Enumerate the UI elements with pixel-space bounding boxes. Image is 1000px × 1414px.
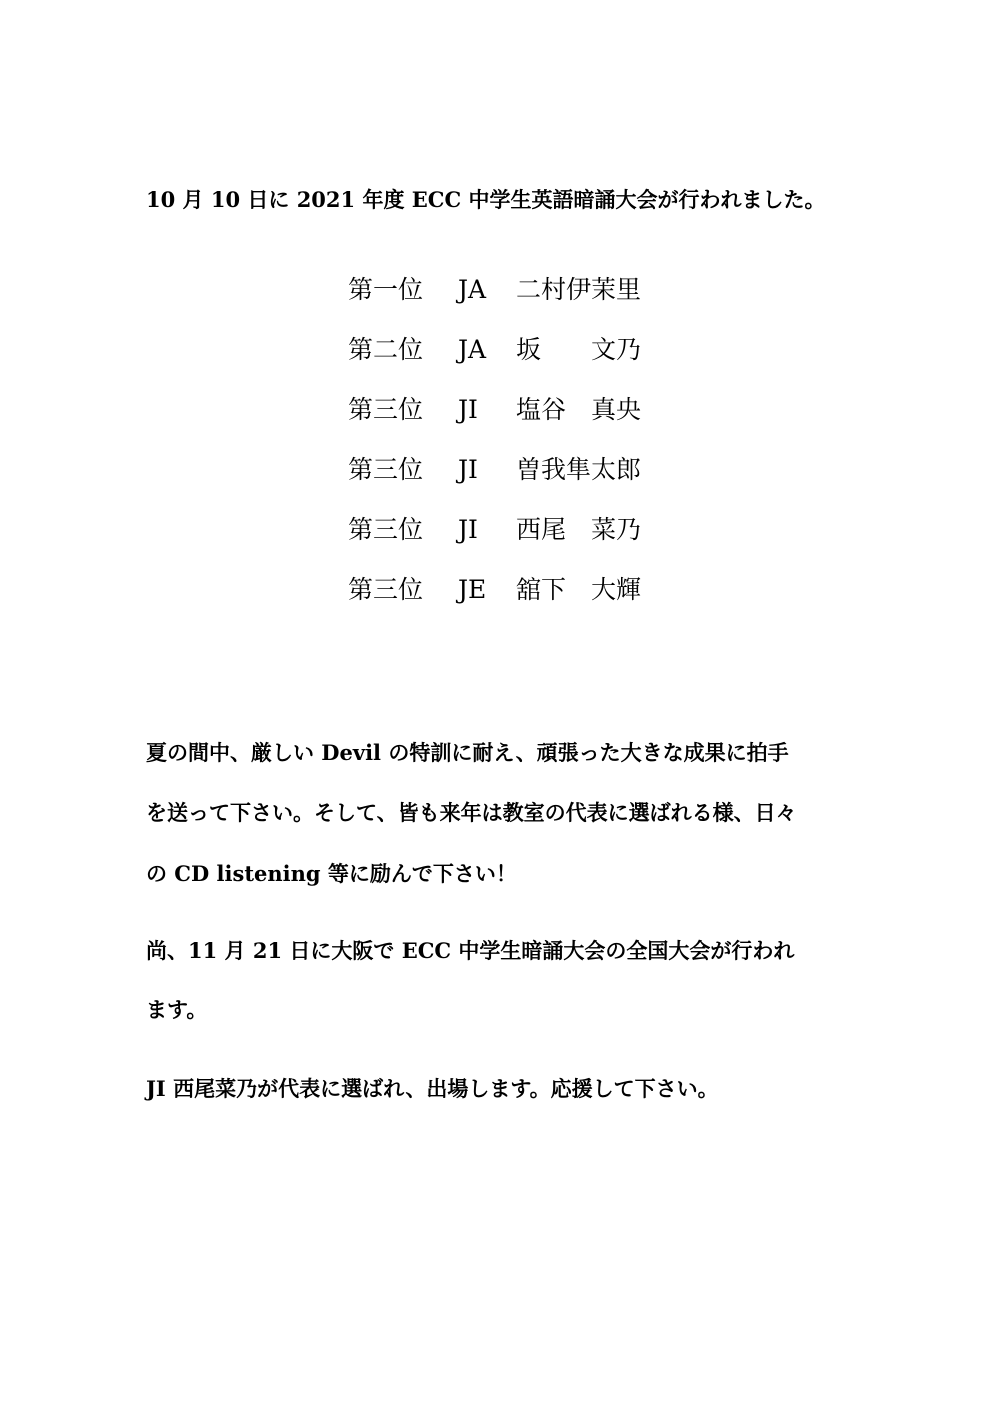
ranking-place: 第一位 — [348, 275, 424, 304]
paragraph1-line: 夏の間中、厳しい Devil の特訓に耐え、頑張った大きな成果に拍手 — [146, 740, 789, 765]
ranking-name: 二村伊茉里 — [516, 275, 642, 304]
ranking-place: 第三位 — [348, 575, 424, 604]
paragraph2-line: ます。 — [146, 997, 208, 1022]
ranking-class: JI — [458, 395, 478, 424]
ranking-place: 第二位 — [348, 335, 424, 364]
ranking-name: 坂 文乃 — [516, 335, 642, 364]
ranking-name: 西尾 菜乃 — [516, 515, 642, 544]
paragraph2-line: 尚、11 月 21 日に大阪で ECC 中学生暗誦大会の全国大会が行われ — [146, 938, 795, 963]
ranking-place: 第三位 — [348, 395, 424, 424]
ranking-place: 第三位 — [348, 515, 424, 544]
ranking-class: JI — [458, 455, 478, 484]
paragraph3-text: JI 西尾菜乃が代表に選ばれ、出場します。応援して下さい。 — [146, 1076, 719, 1101]
ranking-class: JI — [458, 515, 478, 544]
paragraph1-line: を送って下さい。そして、皆も来年は教室の代表に選ばれる様、日々 — [146, 800, 797, 825]
ranking-class: JA — [458, 335, 487, 364]
intro-text: 10 月 10 日に 2021 年度 ECC 中学生英語暗誦大会が行われました。 — [146, 187, 826, 212]
ranking-name: 舘下 大輝 — [516, 575, 642, 604]
ranking-class: JA — [458, 275, 487, 304]
paragraph1-line: の CD listening 等に励んで下さい！ — [146, 861, 517, 886]
ranking-class: JE — [458, 575, 487, 604]
ranking-place: 第三位 — [348, 455, 424, 484]
ranking-name: 曽我隼太郎 — [516, 455, 642, 484]
ranking-name: 塩谷 真央 — [516, 395, 642, 424]
